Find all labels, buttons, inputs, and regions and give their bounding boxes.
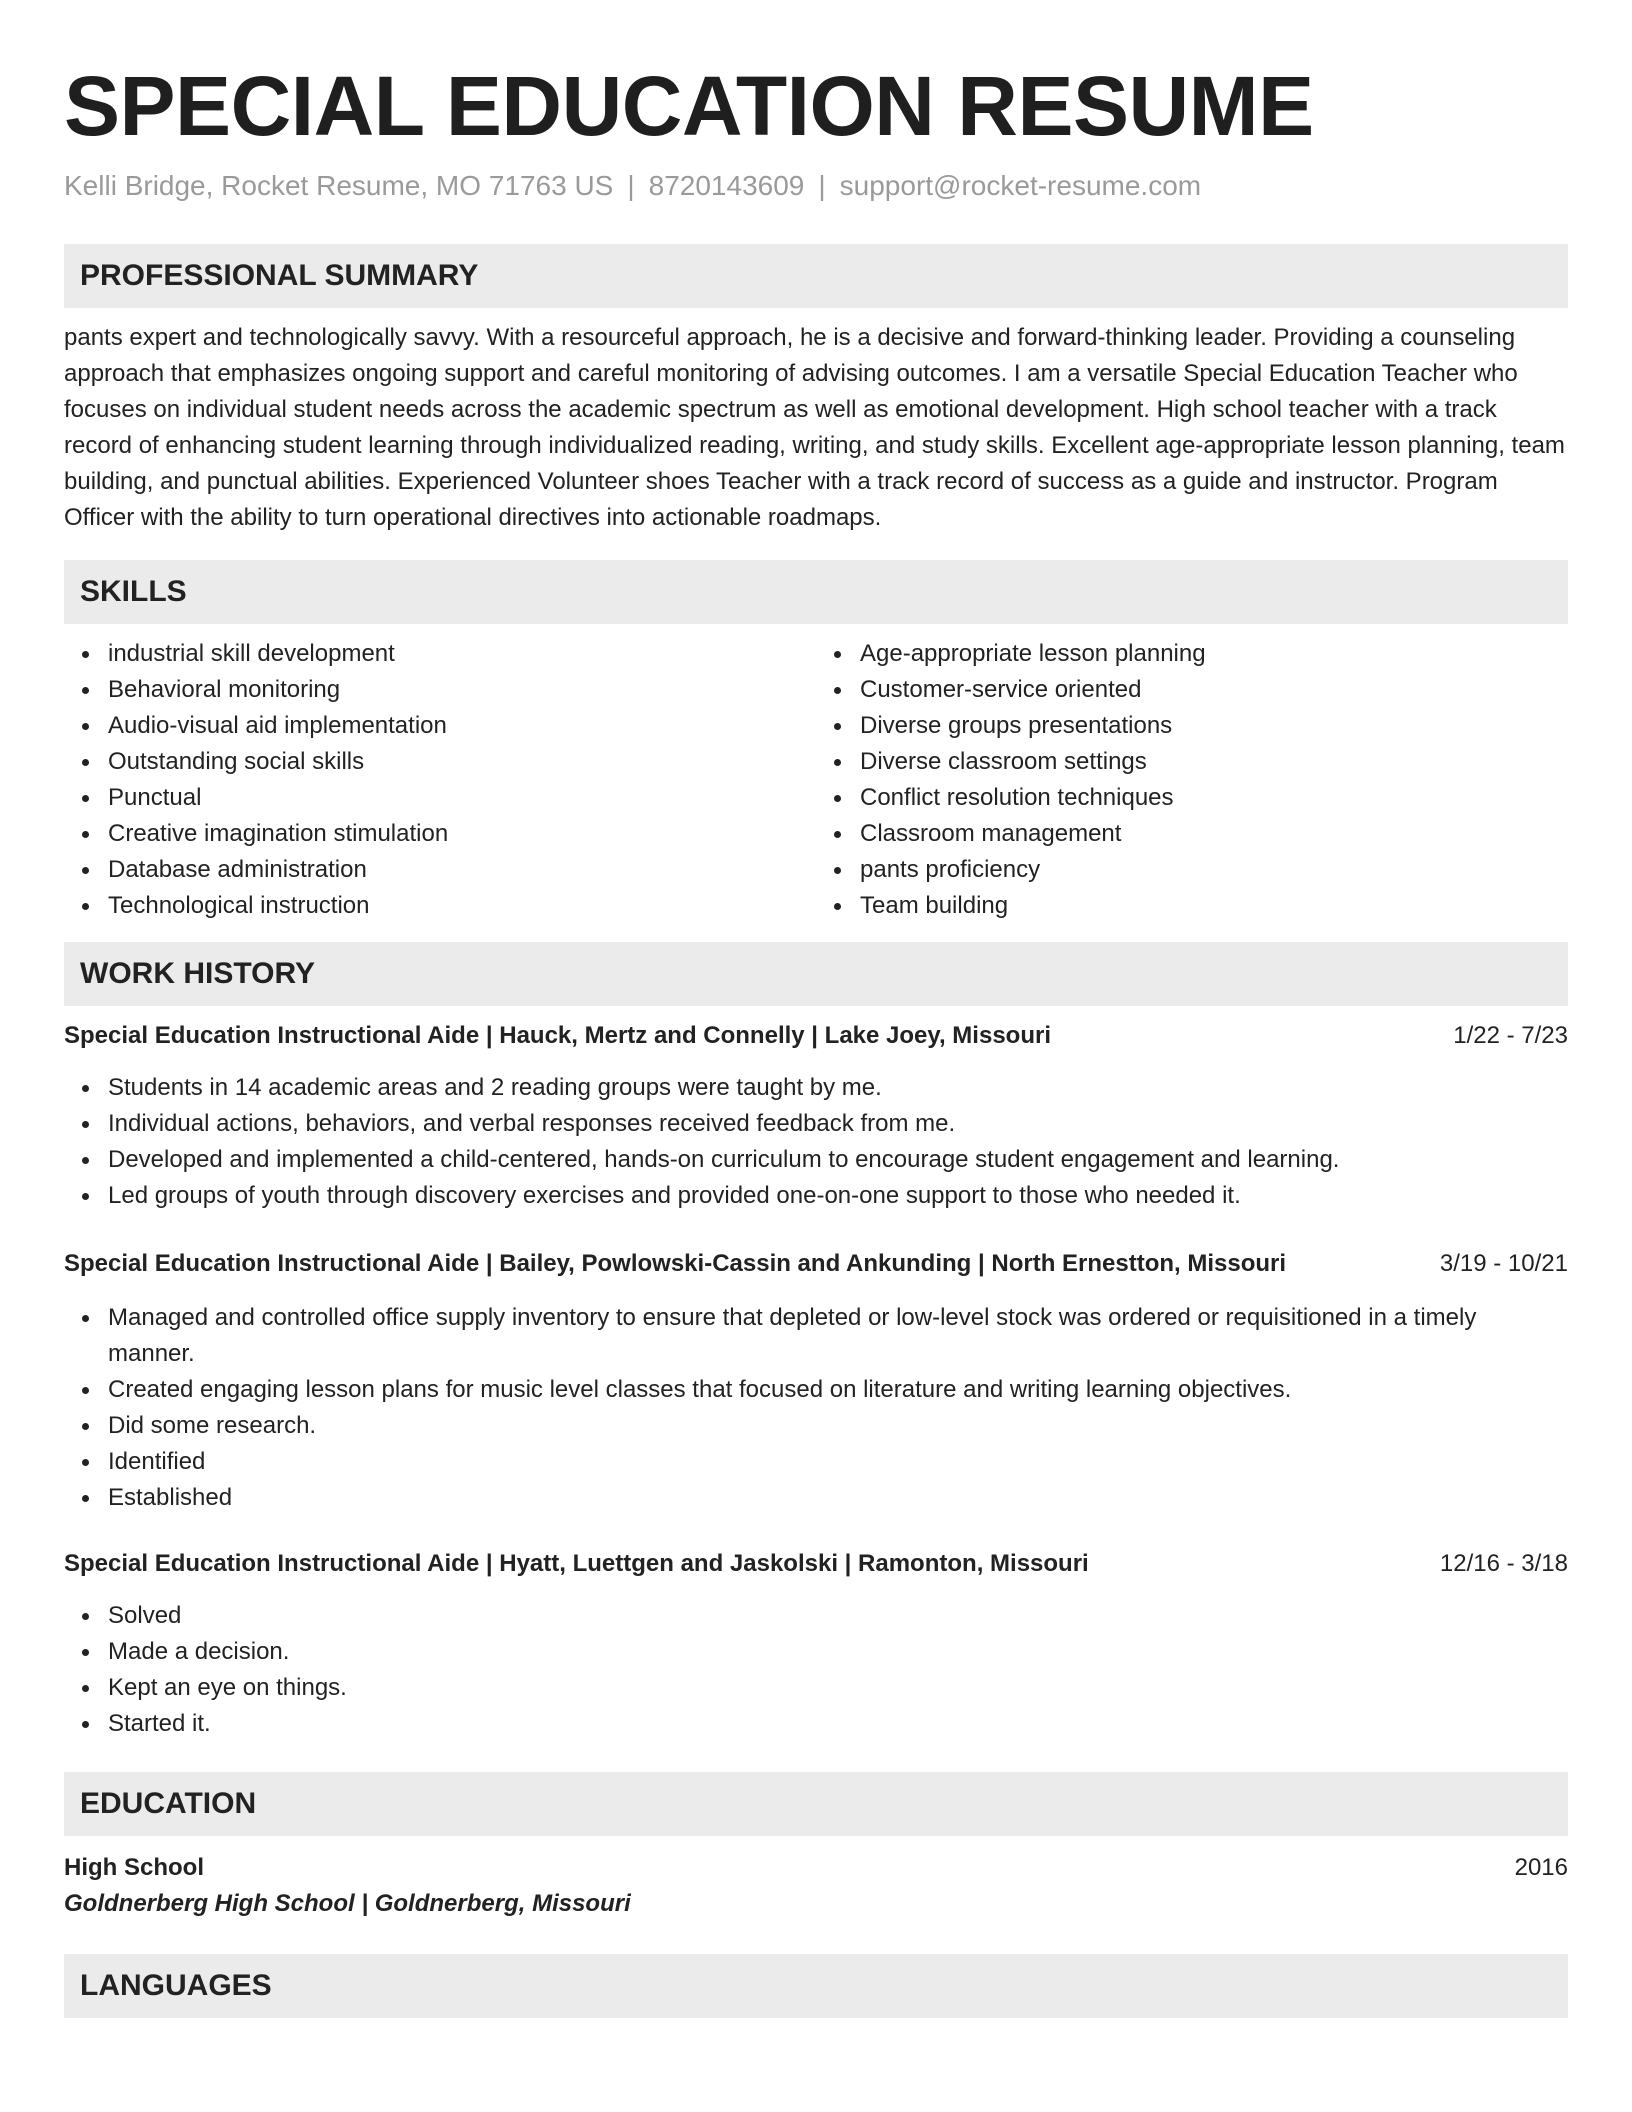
job-bullet: Students in 14 academic areas and 2 reading groups were taught by me. [108, 1070, 1568, 1106]
job-title: Special Education Instructional Aide | Hyatt, Luettgen and Jaskolski | Ramonton, Missouri [64, 1550, 1089, 1577]
skills-list-left [64, 636, 816, 924]
job-bullet: Made a decision. [108, 1634, 1568, 1670]
job-bullet: Kept an eye on things. [108, 1670, 1568, 1706]
skill-item: Customer-service oriented [860, 672, 1568, 708]
job-bullet: Managed and controlled office supply inventory to ensure that depleted or low-level stock was ordered or requisitioned in a timely manner. [108, 1300, 1568, 1372]
job-bullet: Solved [108, 1598, 1568, 1634]
job-bullet: Individual actions, behaviors, and verbal responses received feedback from me. [108, 1106, 1568, 1142]
section-header-education: EDUCATION [64, 1772, 1568, 1836]
education-header [64, 1850, 1568, 1886]
job-bullets [64, 1070, 1568, 1214]
skill-item: Diverse classroom settings [860, 744, 1568, 780]
contact-line [64, 166, 1568, 206]
job-dates: 1/22 - 7/23 [1453, 1022, 1568, 1049]
skill-item: Creative imagination stimulation [108, 816, 816, 852]
job-title: Special Education Instructional Aide | Hauck, Mertz and Connelly | Lake Joey, Missouri [64, 1022, 1051, 1049]
contact-separator: | [627, 170, 635, 201]
skill-item: Punctual [108, 780, 816, 816]
job-bullets [64, 1300, 1568, 1516]
skill-item: Conflict resolution techniques [860, 780, 1568, 816]
job-title: Special Education Instructional Aide | Bailey, Powlowski-Cassin and Ankunding | North Ernestton, Missouri [64, 1250, 1287, 1277]
job-dates: 12/16 - 3/18 [1439, 1550, 1568, 1577]
job-bullet: Led groups of youth through discovery exercises and provided one-on-one support to those who needed it. [108, 1178, 1568, 1214]
skills-columns [64, 636, 1568, 924]
education-degree: High School [64, 1854, 204, 1881]
job-bullets [64, 1598, 1568, 1742]
job-bullet: Did some research. [108, 1408, 1568, 1444]
job-header [64, 1246, 1568, 1282]
job-header [64, 1546, 1568, 1582]
skill-item: Database administration [108, 852, 816, 888]
job-entry [64, 1546, 1568, 1742]
skill-item: Behavioral monitoring [108, 672, 816, 708]
contact-phone: 8720143609 [648, 170, 805, 201]
summary-text: pants expert and technologically savvy. With a resourceful approach, he is a decisive and forward-thinking leader. Providing a counseling approach that emphasizes ongoing support and careful monitoring of advising outcomes. I am a versatile Special Education Teacher who focuses on individual student needs across the academic spectrum as well as emotional development. High school teacher with a track record of enhancing student learning through individualized reading, writing, and study skills. Excellent age-appropriate lesson planning, team building, and punctual abilities. Experienced Volunteer shoes Teacher with a track record of success as a guide and instructor. Program Officer with the ability to turn operational directives into actionable roadmaps. [64, 324, 1565, 531]
job-entry [64, 1246, 1568, 1516]
contact-address: Kelli Bridge, Rocket Resume, MO 71763 US [64, 170, 614, 201]
skill-item: Outstanding social skills [108, 744, 816, 780]
job-dates: 3/19 - 10/21 [1439, 1250, 1568, 1277]
contact-separator: | [818, 170, 826, 201]
resume-title: SPECIAL EDUCATION RESUME [64, 59, 1314, 153]
skill-item: Age-appropriate lesson planning [860, 636, 1568, 672]
skills-list-right [816, 636, 1568, 924]
skill-item: industrial skill development [108, 636, 816, 672]
contact-email: support@rocket-resume.com [839, 170, 1202, 201]
job-bullet: Identified [108, 1444, 1568, 1480]
skill-item: Technological instruction [108, 888, 816, 924]
skill-item: Audio-visual aid implementation [108, 708, 816, 744]
education-entry [64, 1850, 1568, 1922]
job-header [64, 1018, 1568, 1054]
skill-item: Classroom management [860, 816, 1568, 852]
job-bullet: Established [108, 1480, 1568, 1516]
job-bullet: Developed and implemented a child-centered, hands-on curriculum to encourage student engagement and learning. [108, 1142, 1568, 1178]
section-header-skills: SKILLS [64, 560, 1568, 624]
resume-page [64, 56, 1568, 2018]
job-bullet: Started it. [108, 1706, 1568, 1742]
skill-item: Diverse groups presentations [860, 708, 1568, 744]
section-header-languages: LANGUAGES [64, 1954, 1568, 2018]
job-bullet: Created engaging lesson plans for music level classes that focused on literature and writing learning objectives. [108, 1372, 1568, 1408]
job-entry [64, 1018, 1568, 1214]
education-year: 2016 [1514, 1854, 1568, 1881]
education-school: Goldnerberg High School | Goldnerberg, Missouri [64, 1890, 631, 1917]
section-header-summary: PROFESSIONAL SUMMARY [64, 244, 1568, 308]
skill-item: pants proficiency [860, 852, 1568, 888]
section-header-work: WORK HISTORY [64, 942, 1568, 1006]
skill-item: Team building [860, 888, 1568, 924]
